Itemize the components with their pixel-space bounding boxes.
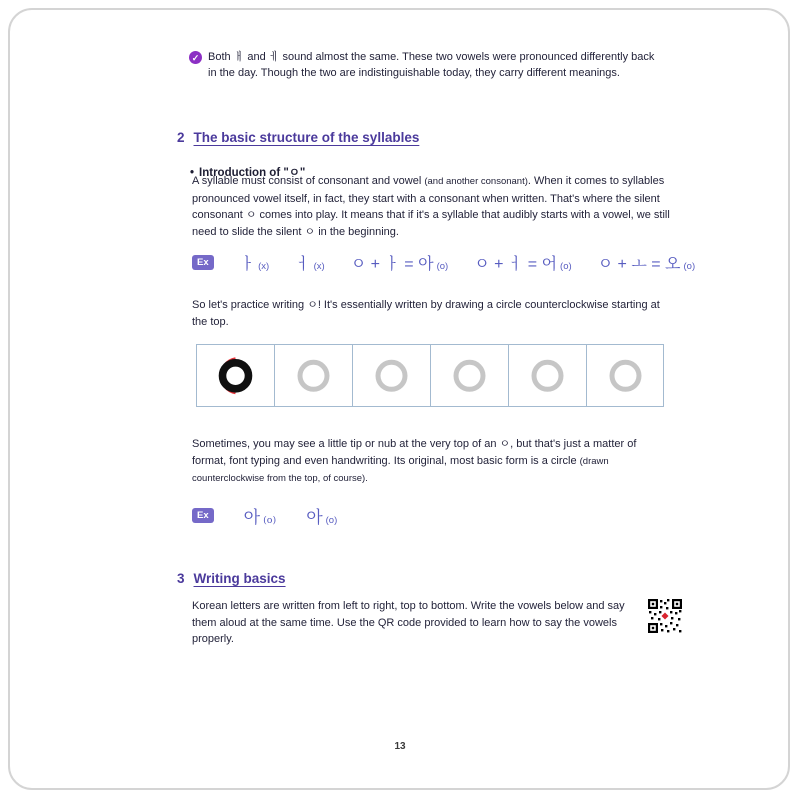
practice-cell — [275, 345, 353, 406]
gray-circle-icon — [587, 345, 664, 406]
note-block — [189, 49, 665, 81]
practice-cell — [353, 345, 431, 406]
paragraph-text: . When it comes to syllables pronounced vowel itself, in fact, they start with a consonant when written. That's where the silent consonant ㅇ comes into play. It means that if it's a syllable that audibly starts with a vowel, we still need to slide the silent ㅇ in the beginning. — [192, 175, 670, 238]
section-2-title: The basic structure of the syllables — [193, 130, 420, 146]
gray-circle-icon — [509, 345, 586, 406]
mark-text: (o) — [560, 261, 572, 272]
practice-intro-text: So let's practice writing ㅇ! It's essentially written by drawing a circle counterclockwise starting at the top. — [192, 299, 660, 328]
bold-circle-icon — [223, 363, 249, 389]
paragraph-text: A syllable must consist of consonant and vowel — [192, 175, 425, 187]
korean-text: 아 — [306, 508, 323, 527]
paragraph-silent-consonant — [192, 173, 670, 240]
paragraph-writing-basics: Korean letters are written from left to right, top to bottom. Write the vowels below and say them aloud at the same time. Use the QR code provided to learn how to say the vowels properly. — [192, 600, 625, 645]
gray-circle-icon — [353, 345, 430, 406]
mark-text: (x) — [313, 261, 325, 272]
practice-cell — [431, 345, 509, 406]
example-item — [244, 503, 277, 528]
korean-text: ㅇ + ㅗ = 오 — [597, 256, 681, 273]
ex-badge: Ex — [192, 508, 214, 523]
mark-text: (o) — [683, 261, 696, 272]
example-item — [598, 251, 695, 274]
section-3-number: 3 — [177, 571, 185, 587]
korean-text: ㅏ — [239, 256, 256, 273]
paragraph-text-small: (and another consonant) — [424, 176, 528, 187]
section-2-number: 2 — [177, 130, 185, 146]
example-item — [351, 251, 448, 274]
section-3-title: Writing basics — [193, 571, 286, 587]
page-number: 13 — [394, 741, 406, 752]
korean-text: ㅇ + ㅓ = 어 — [474, 256, 558, 273]
gray-circle-icon — [275, 345, 352, 406]
section-2-heading — [177, 130, 419, 145]
example-item — [295, 251, 325, 274]
note-text: Both ㅐ and ㅔ sound almost the same. These two vowels were pronounced differently back in the day. Though the two are indistinguishable today, they carry different meanings. — [208, 51, 655, 79]
paragraph-text-small: (drawn counterclockwise from the top, of course). — [192, 455, 609, 484]
examples-row-circle-forms — [192, 503, 337, 528]
korean-text: ㅇ + ㅏ = 아 — [350, 256, 434, 273]
bullet-icon: • — [190, 166, 195, 179]
paragraph-tip-or-nub — [192, 436, 670, 488]
mark-text: (o) — [325, 515, 338, 526]
examples-row-syllables — [192, 251, 695, 274]
ex-badge: Ex — [192, 255, 214, 270]
gray-circle-icon — [431, 345, 508, 406]
qr-code-icon — [646, 597, 684, 635]
subheading-text: Introduction of "ㅇ" — [199, 166, 306, 179]
practice-cell — [509, 345, 587, 406]
section-3-heading — [177, 571, 286, 586]
check-badge-icon: ✓ — [189, 51, 202, 64]
mark-text: (o) — [263, 515, 277, 526]
mark-text: (x) — [258, 261, 270, 272]
korean-text: 아 — [243, 508, 261, 528]
korean-text: ㅓ — [295, 256, 311, 273]
practice-cell — [197, 345, 275, 406]
practice-grid — [196, 344, 664, 407]
example-item — [306, 503, 337, 528]
practice-cell — [587, 345, 664, 406]
example-item — [474, 251, 571, 274]
circle-example-icon — [197, 345, 274, 406]
example-item — [240, 251, 270, 274]
paragraph-text: Sometimes, you may see a little tip or nub at the very top of an ㅇ, but that's just a matter of format, font typing and even handwriting. Its original, most basic form is a circle — [192, 438, 637, 467]
mark-text: (o) — [436, 261, 449, 272]
